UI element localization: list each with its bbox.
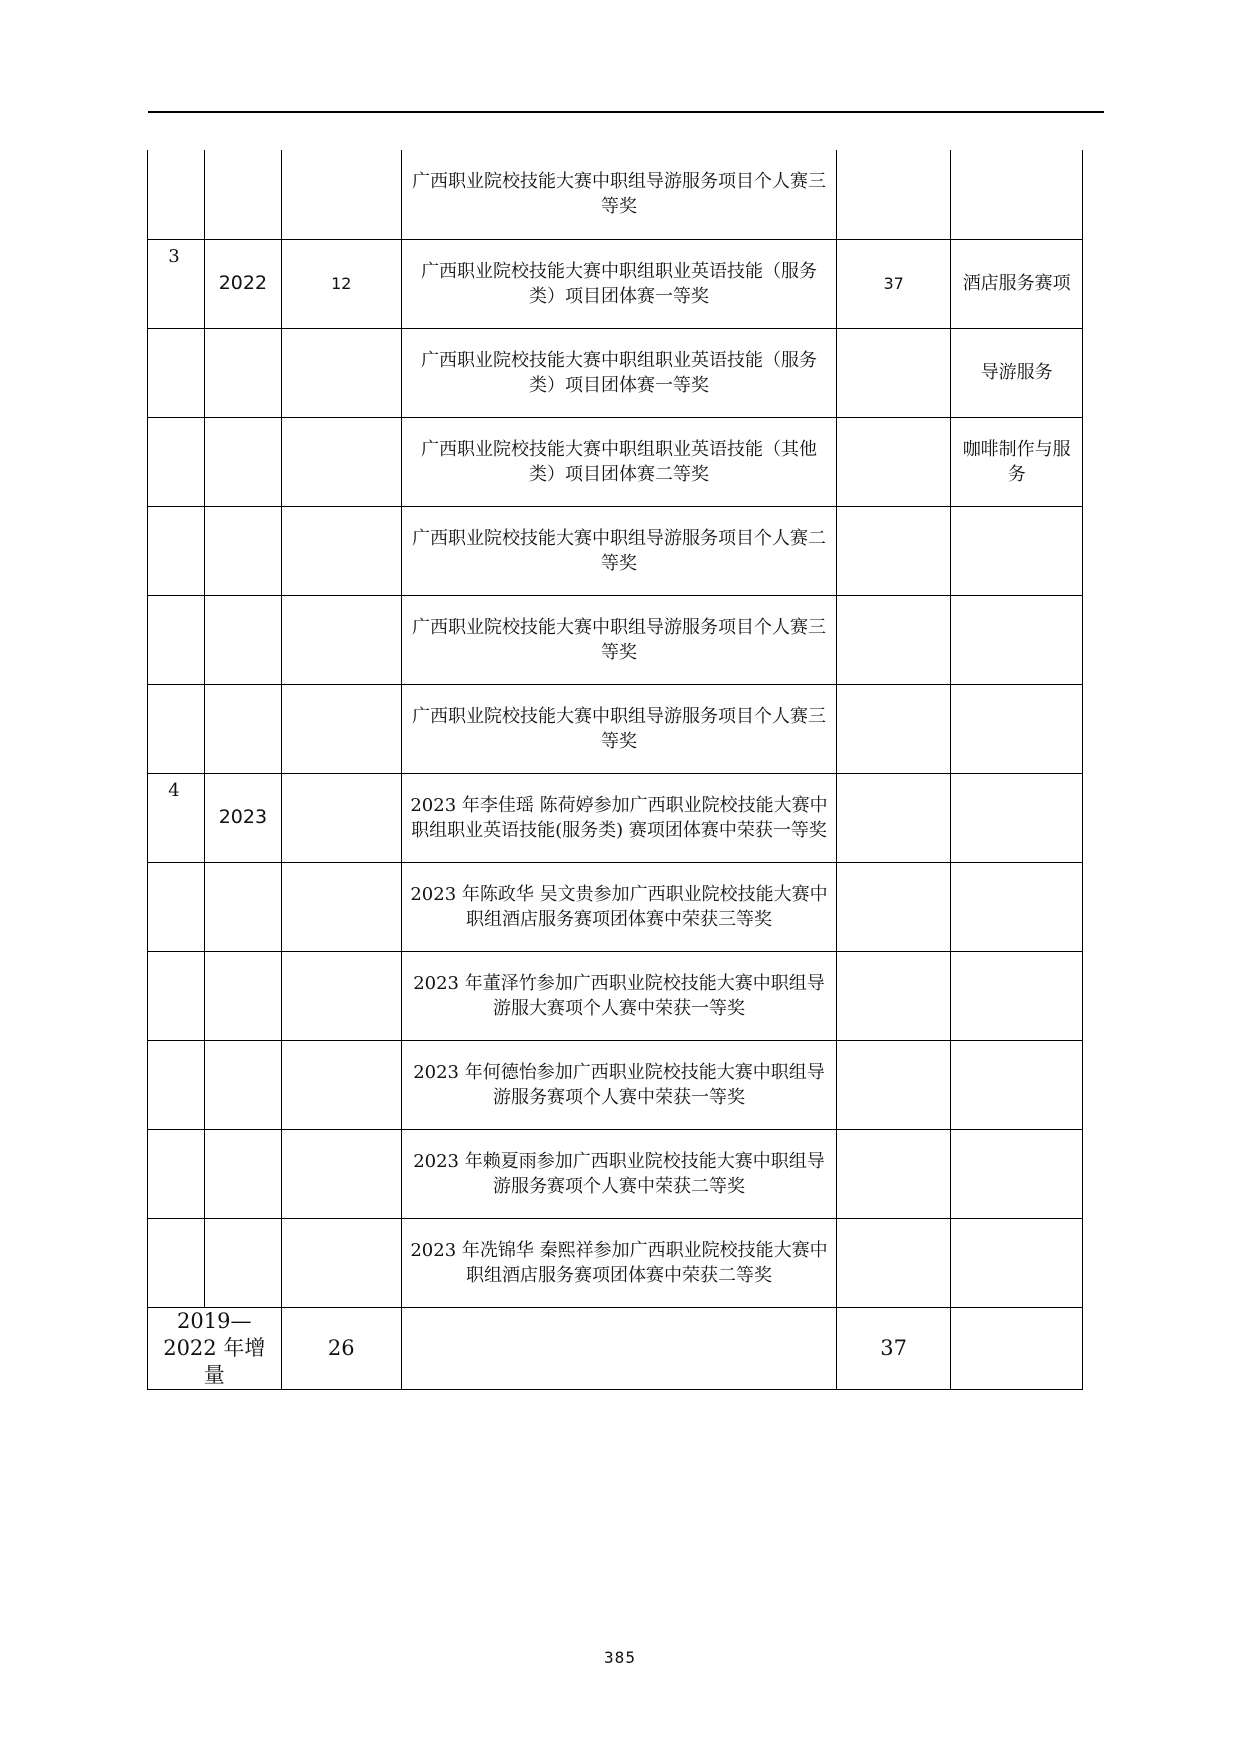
year-cell: [205, 595, 281, 684]
row-index-cell: [148, 328, 205, 417]
award-description-cell-text: 广西职业院校技能大赛中职组导游服务项目个人赛三等奖: [411, 171, 826, 218]
award-description-cell: [402, 417, 837, 506]
year-cell: [205, 1129, 281, 1218]
year-cell: [205, 328, 281, 417]
year-cell: [205, 684, 281, 773]
award-description-cell: [402, 1218, 837, 1307]
row-index-cell: [148, 862, 205, 951]
number-cell: [836, 595, 950, 684]
row-index-cell: [148, 951, 205, 1040]
project-cell: [951, 773, 1083, 862]
award-description-cell: [402, 150, 837, 239]
number-cell: [836, 773, 950, 862]
year-cell: [205, 417, 281, 506]
award-description-cell-text: 广西职业院校技能大赛中职组导游服务项目个人赛三等奖: [411, 705, 826, 752]
project-cell: [951, 595, 1083, 684]
table-row: [148, 1218, 1083, 1307]
award-description-cell-text: 2023 年赖夏雨参加广西职业院校技能大赛中职组导游服务赛项个人赛中荣获二等奖: [413, 1150, 825, 1197]
award-description-cell-text: 广西职业院校技能大赛中职组导游服务项目个人赛二等奖: [411, 527, 826, 574]
count-cell: [281, 1129, 402, 1218]
total-row: [148, 1307, 1083, 1389]
count-cell: [281, 506, 402, 595]
count-cell: [281, 862, 402, 951]
project-cell: [951, 1129, 1083, 1218]
number-cell: [836, 951, 950, 1040]
project-cell: [951, 506, 1083, 595]
project-cell: [951, 1040, 1083, 1129]
table-row: [148, 684, 1083, 773]
award-description-cell: [402, 773, 837, 862]
project-cell-text: 导游服务: [980, 362, 1053, 383]
row-index-cell: [148, 1040, 205, 1129]
project-cell: [951, 862, 1083, 951]
count-cell: [281, 595, 402, 684]
table-row: [148, 951, 1083, 1040]
header-rule: [148, 111, 1104, 113]
award-description-cell-text: 广西职业院校技能大赛中职组职业英语技能（服务类）项目团体赛一等奖: [420, 349, 817, 396]
year-cell: [205, 239, 281, 328]
number-cell-text: 37: [883, 274, 904, 293]
number-cell: [836, 862, 950, 951]
count-cell: [281, 951, 402, 1040]
row-index-cell-text: 3: [168, 245, 180, 267]
award-description-cell-text: 广西职业院校技能大赛中职组导游服务项目个人赛三等奖: [411, 616, 826, 663]
number-cell: [836, 506, 950, 595]
total-project-cell: [951, 1307, 1083, 1389]
award-description-cell-text: 广西职业院校技能大赛中职组职业英语技能（服务类）项目团体赛一等奖: [420, 260, 817, 307]
award-description-cell-text: 2023 年李佳瑶 陈荷婷参加广西职业院校技能大赛中职组职业英语技能(服务类) 赛项团体赛中荣获一等奖: [410, 794, 828, 841]
table-row: [148, 328, 1083, 417]
total-description-cell: [402, 1307, 837, 1389]
award-description-cell: [402, 506, 837, 595]
table-row: [148, 506, 1083, 595]
year-cell-text: 2022: [218, 272, 268, 294]
table-row: [148, 595, 1083, 684]
number-cell: [836, 150, 950, 239]
project-cell: [951, 951, 1083, 1040]
year-cell: [205, 773, 281, 862]
count-cell: [281, 1040, 402, 1129]
award-description-cell: [402, 1129, 837, 1218]
row-index-cell: [148, 773, 205, 862]
project-cell: [951, 417, 1083, 506]
count-cell: [281, 328, 402, 417]
count-cell: [281, 239, 402, 328]
award-description-cell-text: 2023 年董泽竹参加广西职业院校技能大赛中职组导游服大赛项个人赛中荣获一等奖: [413, 972, 825, 1019]
award-description-cell: [402, 239, 837, 328]
year-cell: [205, 1218, 281, 1307]
number-cell: [836, 328, 950, 417]
total-label-cell: 2019—2022 年增量: [148, 1307, 282, 1389]
table-row: [148, 417, 1083, 506]
award-description-cell: [402, 1040, 837, 1129]
award-description-cell: [402, 684, 837, 773]
count-cell-text: 12: [331, 274, 352, 293]
row-index-cell: [148, 684, 205, 773]
year-cell: [205, 150, 281, 239]
row-index-cell: [148, 595, 205, 684]
total-number-cell: 37: [836, 1307, 950, 1389]
row-index-cell: [148, 150, 205, 239]
row-index-cell: [148, 506, 205, 595]
award-description-cell: [402, 862, 837, 951]
project-cell: [951, 684, 1083, 773]
year-cell: [205, 506, 281, 595]
table-row: [148, 150, 1083, 239]
award-description-cell-text: 2023 年何德怡参加广西职业院校技能大赛中职组导游服务赛项个人赛中荣获一等奖: [413, 1061, 825, 1108]
count-cell: [281, 684, 402, 773]
row-index-cell: [148, 1129, 205, 1218]
number-cell: [836, 1129, 950, 1218]
number-cell: [836, 1218, 950, 1307]
table-row: [148, 1129, 1083, 1218]
page-number: 385: [604, 1648, 636, 1667]
row-index-cell: [148, 239, 205, 328]
year-cell: [205, 951, 281, 1040]
project-cell: [951, 239, 1083, 328]
table-row: [148, 1040, 1083, 1129]
count-cell: [281, 1218, 402, 1307]
project-cell: [951, 1218, 1083, 1307]
award-description-cell: [402, 951, 837, 1040]
total-count-cell: 26: [281, 1307, 402, 1389]
year-cell: [205, 1040, 281, 1129]
year-cell-text: 2023: [218, 806, 268, 828]
number-cell: [836, 417, 950, 506]
project-cell: [951, 328, 1083, 417]
count-cell: [281, 773, 402, 862]
project-cell-text: 酒店服务赛项: [962, 273, 1071, 294]
number-cell: [836, 1040, 950, 1129]
table-row: [148, 862, 1083, 951]
year-cell: [205, 862, 281, 951]
project-cell: [951, 150, 1083, 239]
count-cell: [281, 150, 402, 239]
row-index-cell: [148, 1218, 205, 1307]
number-cell: [836, 239, 950, 328]
awards-table-body: [148, 150, 1083, 1389]
row-index-cell: [148, 417, 205, 506]
table-row: [148, 239, 1083, 328]
award-description-cell-text: 广西职业院校技能大赛中职组职业英语技能（其他类）项目团体赛二等奖: [420, 438, 817, 485]
awards-table: [147, 150, 1083, 1390]
row-index-cell-text: 4: [168, 779, 180, 801]
project-cell-text: 咖啡制作与服务: [962, 438, 1071, 485]
award-description-cell-text: 2023 年陈政华 吴文贵参加广西职业院校技能大赛中职组酒店服务赛项团体赛中荣获三等奖: [410, 883, 828, 930]
award-description-cell-text: 2023 年冼锦华 秦熙祥参加广西职业院校技能大赛中职组酒店服务赛项团体赛中荣获二等奖: [410, 1239, 828, 1286]
table-row: [148, 773, 1083, 862]
award-description-cell: [402, 328, 837, 417]
award-description-cell: [402, 595, 837, 684]
number-cell: [836, 684, 950, 773]
count-cell: [281, 417, 402, 506]
